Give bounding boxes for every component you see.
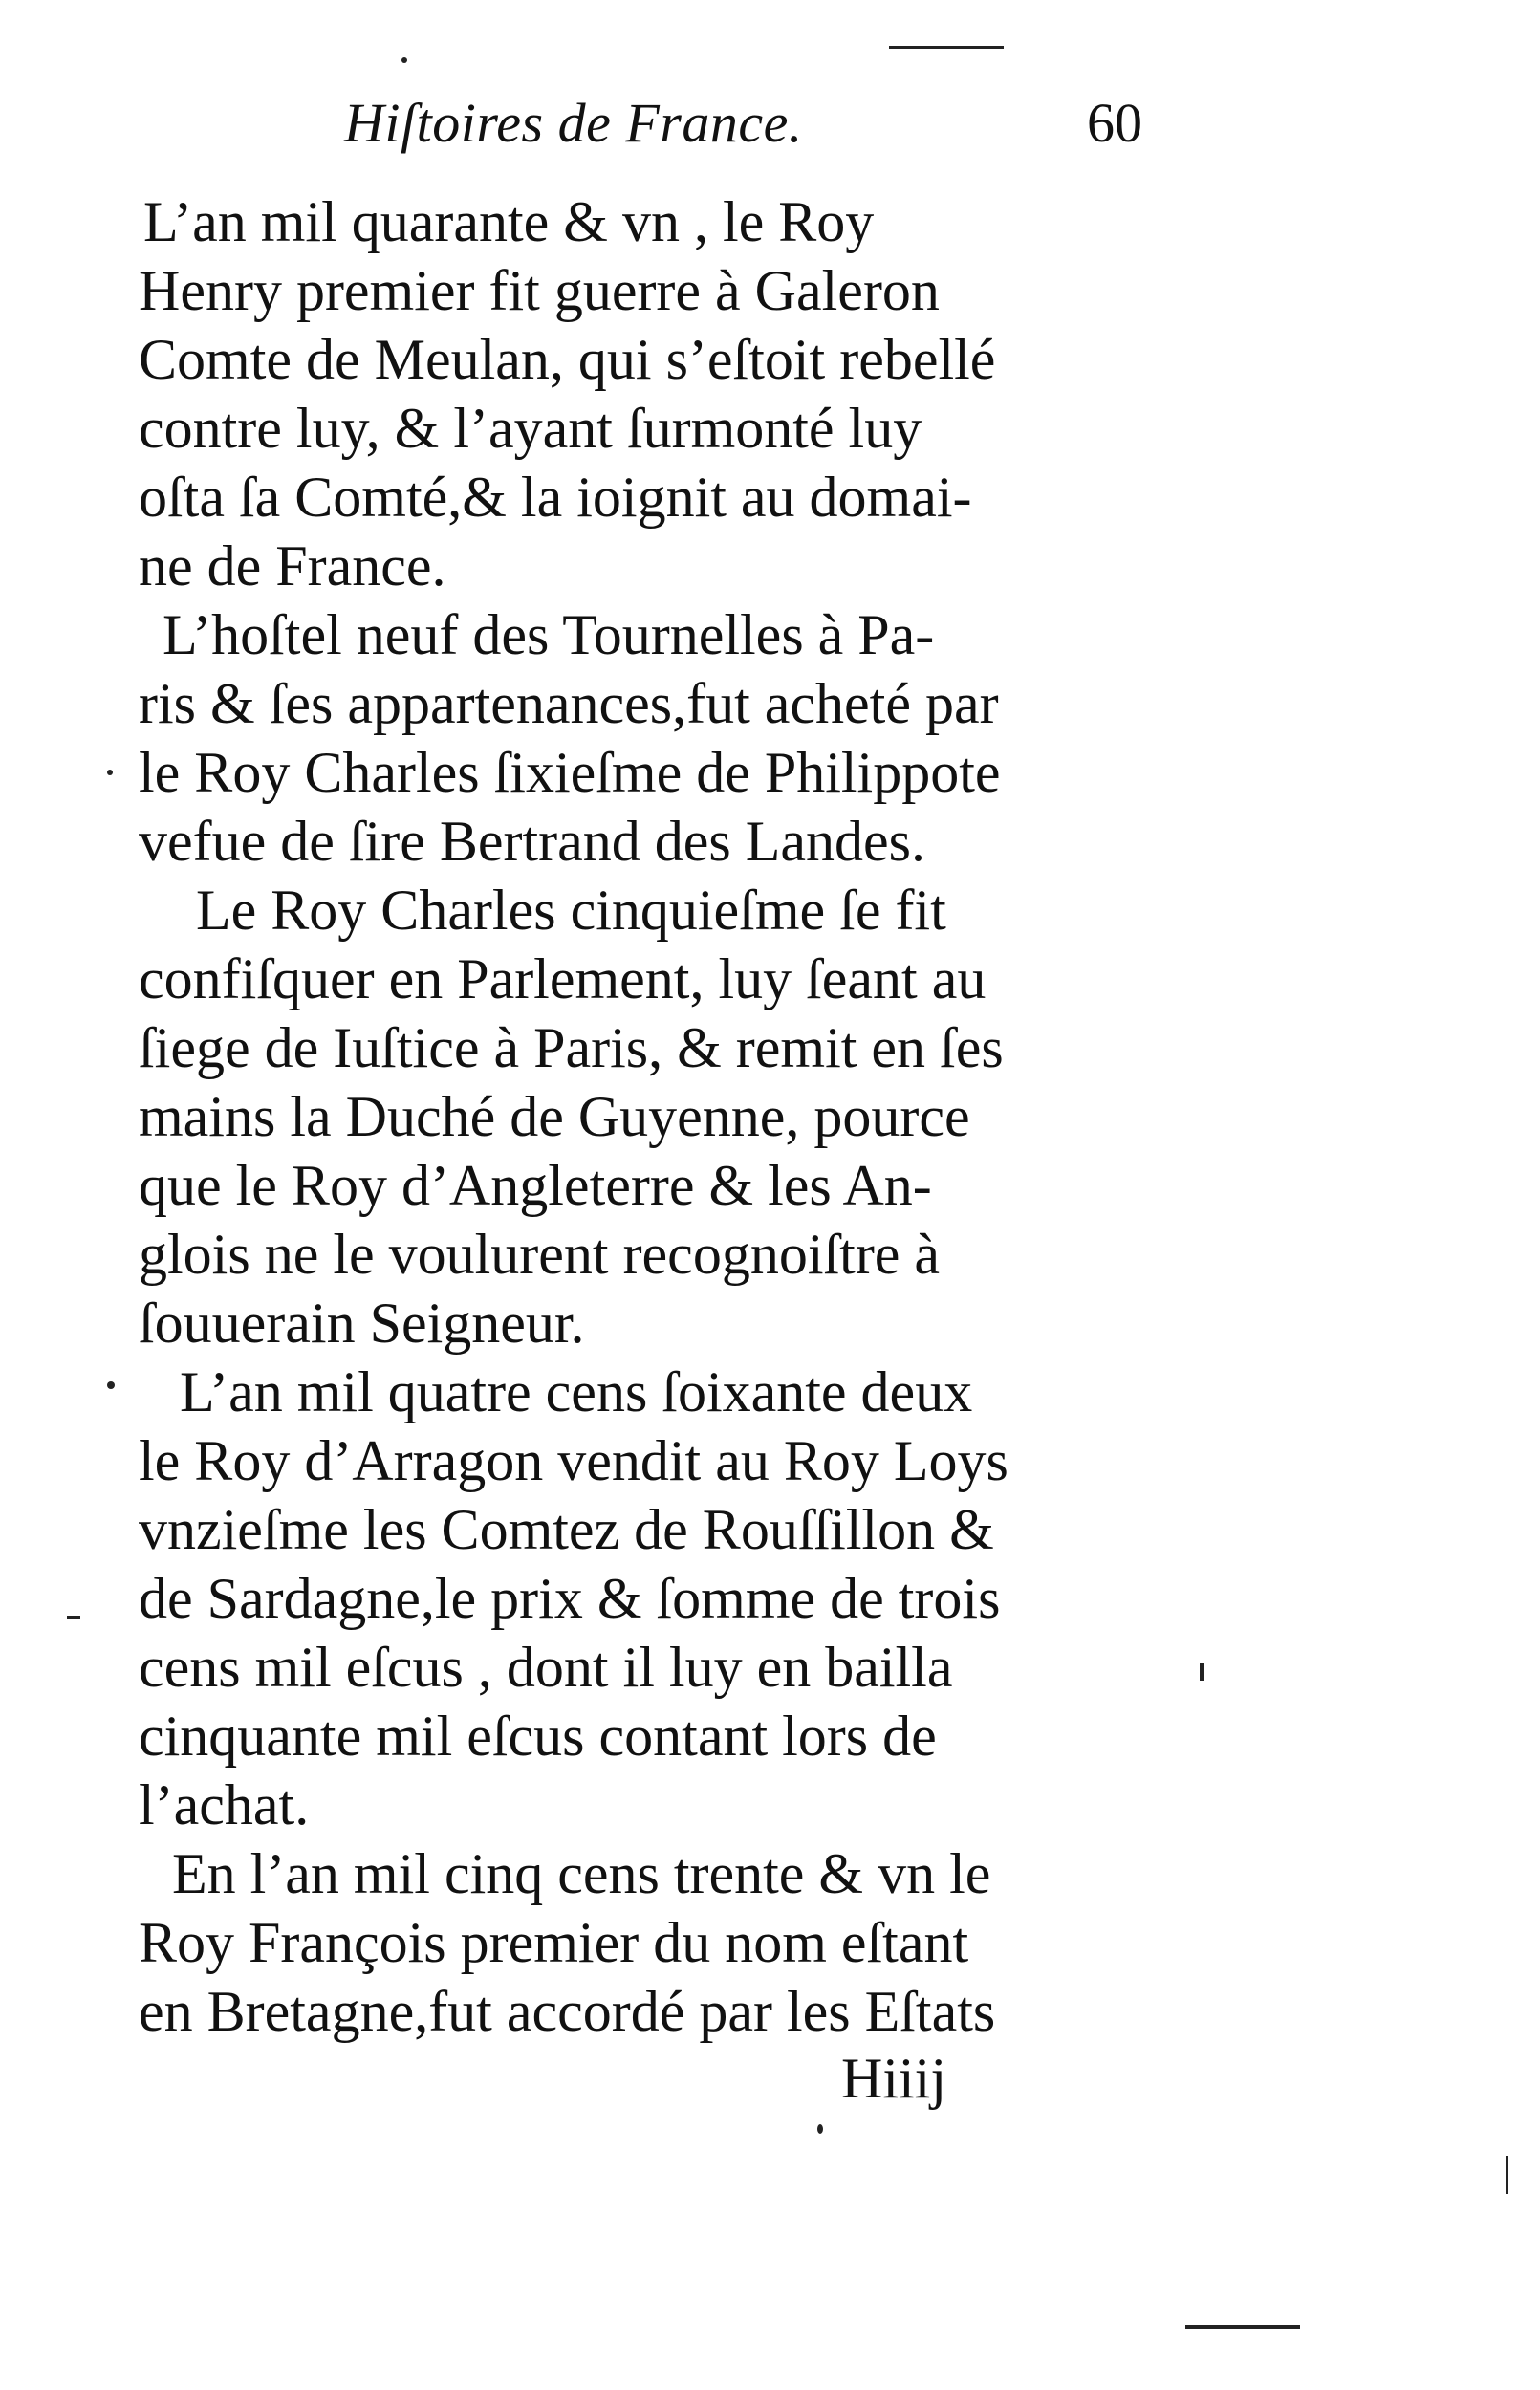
ink-mark	[1506, 2156, 1508, 2194]
text-line: ſouuerain Seigneur.	[139, 1292, 585, 1355]
text-line: Comte de Meulan, qui s’eſtoit rebellé	[139, 328, 996, 391]
text-line: Henry premier fit guerre à Galeron	[139, 259, 940, 322]
text-line: glois ne le voulurent recognoiſtre à	[139, 1223, 941, 1286]
text-line: vnzieſme les Comtez de Rouſſillon &	[139, 1498, 994, 1561]
text-line: de Sardagne,le prix & ſomme de trois	[139, 1567, 1001, 1630]
text-line: l’achat.	[139, 1773, 310, 1836]
text-line: vefue de ſire Bertrand des Landes.	[139, 810, 925, 873]
text-line: que le Roy d’Angleterre & les An-	[139, 1154, 932, 1217]
ink-mark	[1200, 1663, 1204, 1681]
page-number: 60	[1087, 92, 1142, 154]
ink-mark	[889, 46, 1004, 49]
text-line: ris & ſes appartenances,fut acheté par	[139, 672, 999, 735]
text-line: ne de France.	[139, 534, 446, 598]
text-line: en Bretagne,fut accordé par les Eſtats	[139, 1980, 996, 2043]
text-line: mains la Duché de Guyenne, pource	[139, 1085, 970, 1148]
ink-mark	[67, 1616, 80, 1619]
text-line: L’an mil quarante & vn , le Roy	[143, 190, 875, 253]
text-line: contre luy, & l’ayant ſurmonté luy	[139, 397, 922, 460]
text-line: Le Roy Charles cinquieſme ſe fit	[196, 879, 946, 942]
ink-speck	[817, 2124, 823, 2134]
text-line: ſiege de Iuſtice à Paris, & remit en ſes	[139, 1016, 1004, 1079]
ink-mark	[1185, 2325, 1300, 2329]
text-line: L’hoſtel neuf des Tournelles à Pa-	[163, 603, 935, 666]
text-line: cinquante mil eſcus contant lors de	[139, 1705, 937, 1768]
running-title: Hiſtoires de France.	[344, 92, 803, 154]
ink-speck	[107, 770, 113, 775]
text-line: L’an mil quatre cens ſoixante deux	[180, 1360, 973, 1423]
text-line: Roy François premier du nom eſtant	[139, 1911, 969, 1974]
text-line: oſta ſa Comté,& la ioignit au domai-	[139, 466, 972, 529]
text-line: le Roy d’Arragon vendit au Roy Loys	[139, 1429, 1009, 1492]
catchword-signature: Hiiij	[841, 2047, 947, 2110]
text-line: le Roy Charles ſixieſme de Philippote	[139, 741, 1001, 804]
text-line: En l’an mil cinq cens trente & vn le	[172, 1842, 991, 1905]
ink-speck	[401, 57, 407, 63]
text-line: confiſquer en Parlement, luy ſeant au	[139, 947, 987, 1010]
ink-speck	[107, 1381, 115, 1389]
page-header	[148, 91, 1142, 167]
text-line: cens mil eſcus , dont il luy en bailla	[139, 1636, 953, 1699]
